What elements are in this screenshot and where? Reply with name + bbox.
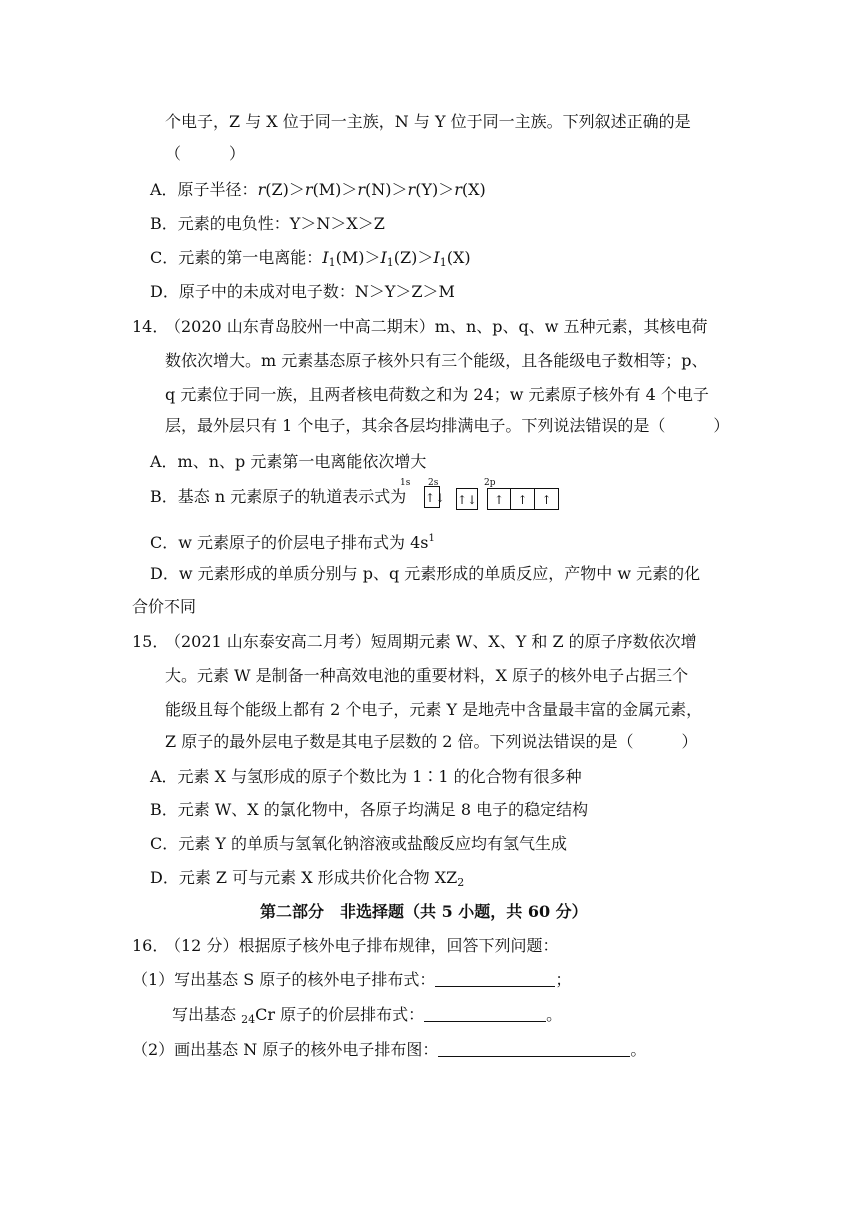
paired-electrons: ↑↓ <box>424 486 440 508</box>
orbital-box-1s <box>424 486 446 508</box>
q15-stem-line3: 能级且每个能级上都有 2 个电子，元素 Y 是地壳中含量最丰富的金属元素， <box>165 700 703 719</box>
q14-option-d-line2: 合价不同 <box>132 597 197 616</box>
answer-blank-s-config[interactable] <box>435 970 555 987</box>
q15-option-d: D．元素 Z 可与元素 X 形成共价化合物 $XZ_2$ <box>150 868 465 889</box>
q16-number: 16． <box>132 936 169 955</box>
q13-option-b: B．元素的电负性：Y＞N＞X＞Z <box>150 214 385 233</box>
single-electron: ↑ <box>487 488 511 510</box>
paired-electrons: ↑↓ <box>456 488 478 510</box>
q14-number: 14． <box>132 317 169 336</box>
q15-option-c: C．元素 Y 的单质与氢氧化钠溶液或盐酸反应均有氢气生成 <box>150 834 567 853</box>
q15-stem-line4: Z 原子的最外层电子数是其电子层数的 2 倍。下列说法错误的是（ ） <box>165 732 698 751</box>
q14-option-d-line1: D．w 元素形成的单质分别与 p、q 元素形成的单质反应，产物中 w 元素的化 <box>150 564 701 583</box>
answer-blank-n-diagram[interactable] <box>438 1040 630 1057</box>
q15-stem-line1: （2021 山东泰安高二月考）短周期元素 W、X、Y 和 Z 的原子序数依次增 <box>165 632 697 651</box>
q16-stem: （12 分）根据原子核外电子排布规律，回答下列问题： <box>165 936 559 955</box>
q14-stem-line1: （2020 山东青岛胶州一中高二期末）m、n、p、q、w 五种元素，其核电荷 <box>165 317 708 336</box>
q14-option-a: A．m、n、p 元素第一电离能依次增大 <box>150 452 427 471</box>
q13-option-c: C．元素的第一电离能：$I_1(M)>I_1(Z)>I_1(X)$ <box>150 248 471 269</box>
q14-option-b: B．基态 n 元素原子的轨道表示式为 <box>150 487 407 506</box>
q16-part1b: 写出基态 $_{24}$Cr 原子的价层排布式： 。 <box>172 1005 563 1026</box>
q15-option-a: A．元素 X 与氢形成的原子个数比为 1∶1 的化合物有很多种 <box>150 767 582 786</box>
orbital-boxes-2p <box>487 488 559 510</box>
q13-stem-continued: 个电子，Z 与 X 位于同一主族，N 与 Y 位于同一主族。下列叙述正确的是 <box>165 112 691 131</box>
q16-part2: （2）画出基态 N 原子的核外电子排布图： 。 <box>132 1040 647 1059</box>
q14-stem-line4: 层，最外层只有 1 个电子，其余各层均排满电子。下列说法错误的是（ ） <box>165 416 730 435</box>
q14-option-c: C．w 元素原子的价层电子排布式为 $4s^1$ <box>150 533 435 552</box>
orbital-label-2p: 2p <box>484 478 496 488</box>
q13-option-d: D．原子中的未成对电子数：N＞Y＞Z＞M <box>150 282 455 301</box>
section-title: 第二部分 非选择题（共 5 小题，共 60 分） <box>260 902 588 921</box>
q15-number: 15． <box>132 632 169 651</box>
q13-answer-paren: （ ） <box>165 144 246 163</box>
q15-option-b: B．元素 W、X 的氯化物中，各原子均满足 8 电子的稳定结构 <box>150 800 589 819</box>
q16-part1a: （1）写出基态 S 原子的核外电子排布式： ； <box>132 970 572 989</box>
orbital-label-2s: 2s <box>428 478 439 488</box>
single-electron: ↑ <box>535 488 559 510</box>
q14-stem-line3: q 元素位于同一族，且两者核电荷数之和为 24；w 元素原子核外有 4 个电子 <box>165 385 709 404</box>
q13-option-a: A．原子半径：r(Z)＞r(M)＞r(N)＞r(Y)＞r(X) <box>150 180 486 199</box>
orbital-label-1s: 1s <box>400 478 411 488</box>
orbital-box-2s <box>456 488 478 510</box>
orbital-diagram <box>400 478 570 516</box>
answer-blank-cr-config[interactable] <box>424 1005 546 1022</box>
q15-stem-line2: 大。元素 W 是制备一种高效电池的重要材料，X 原子的核外电子占据三个 <box>165 666 689 685</box>
single-electron: ↑ <box>511 488 535 510</box>
q14-stem-line2: 数依次增大。m 元素基态原子核外只有三个能级，且各能级电子数相等；p、 <box>165 351 708 370</box>
